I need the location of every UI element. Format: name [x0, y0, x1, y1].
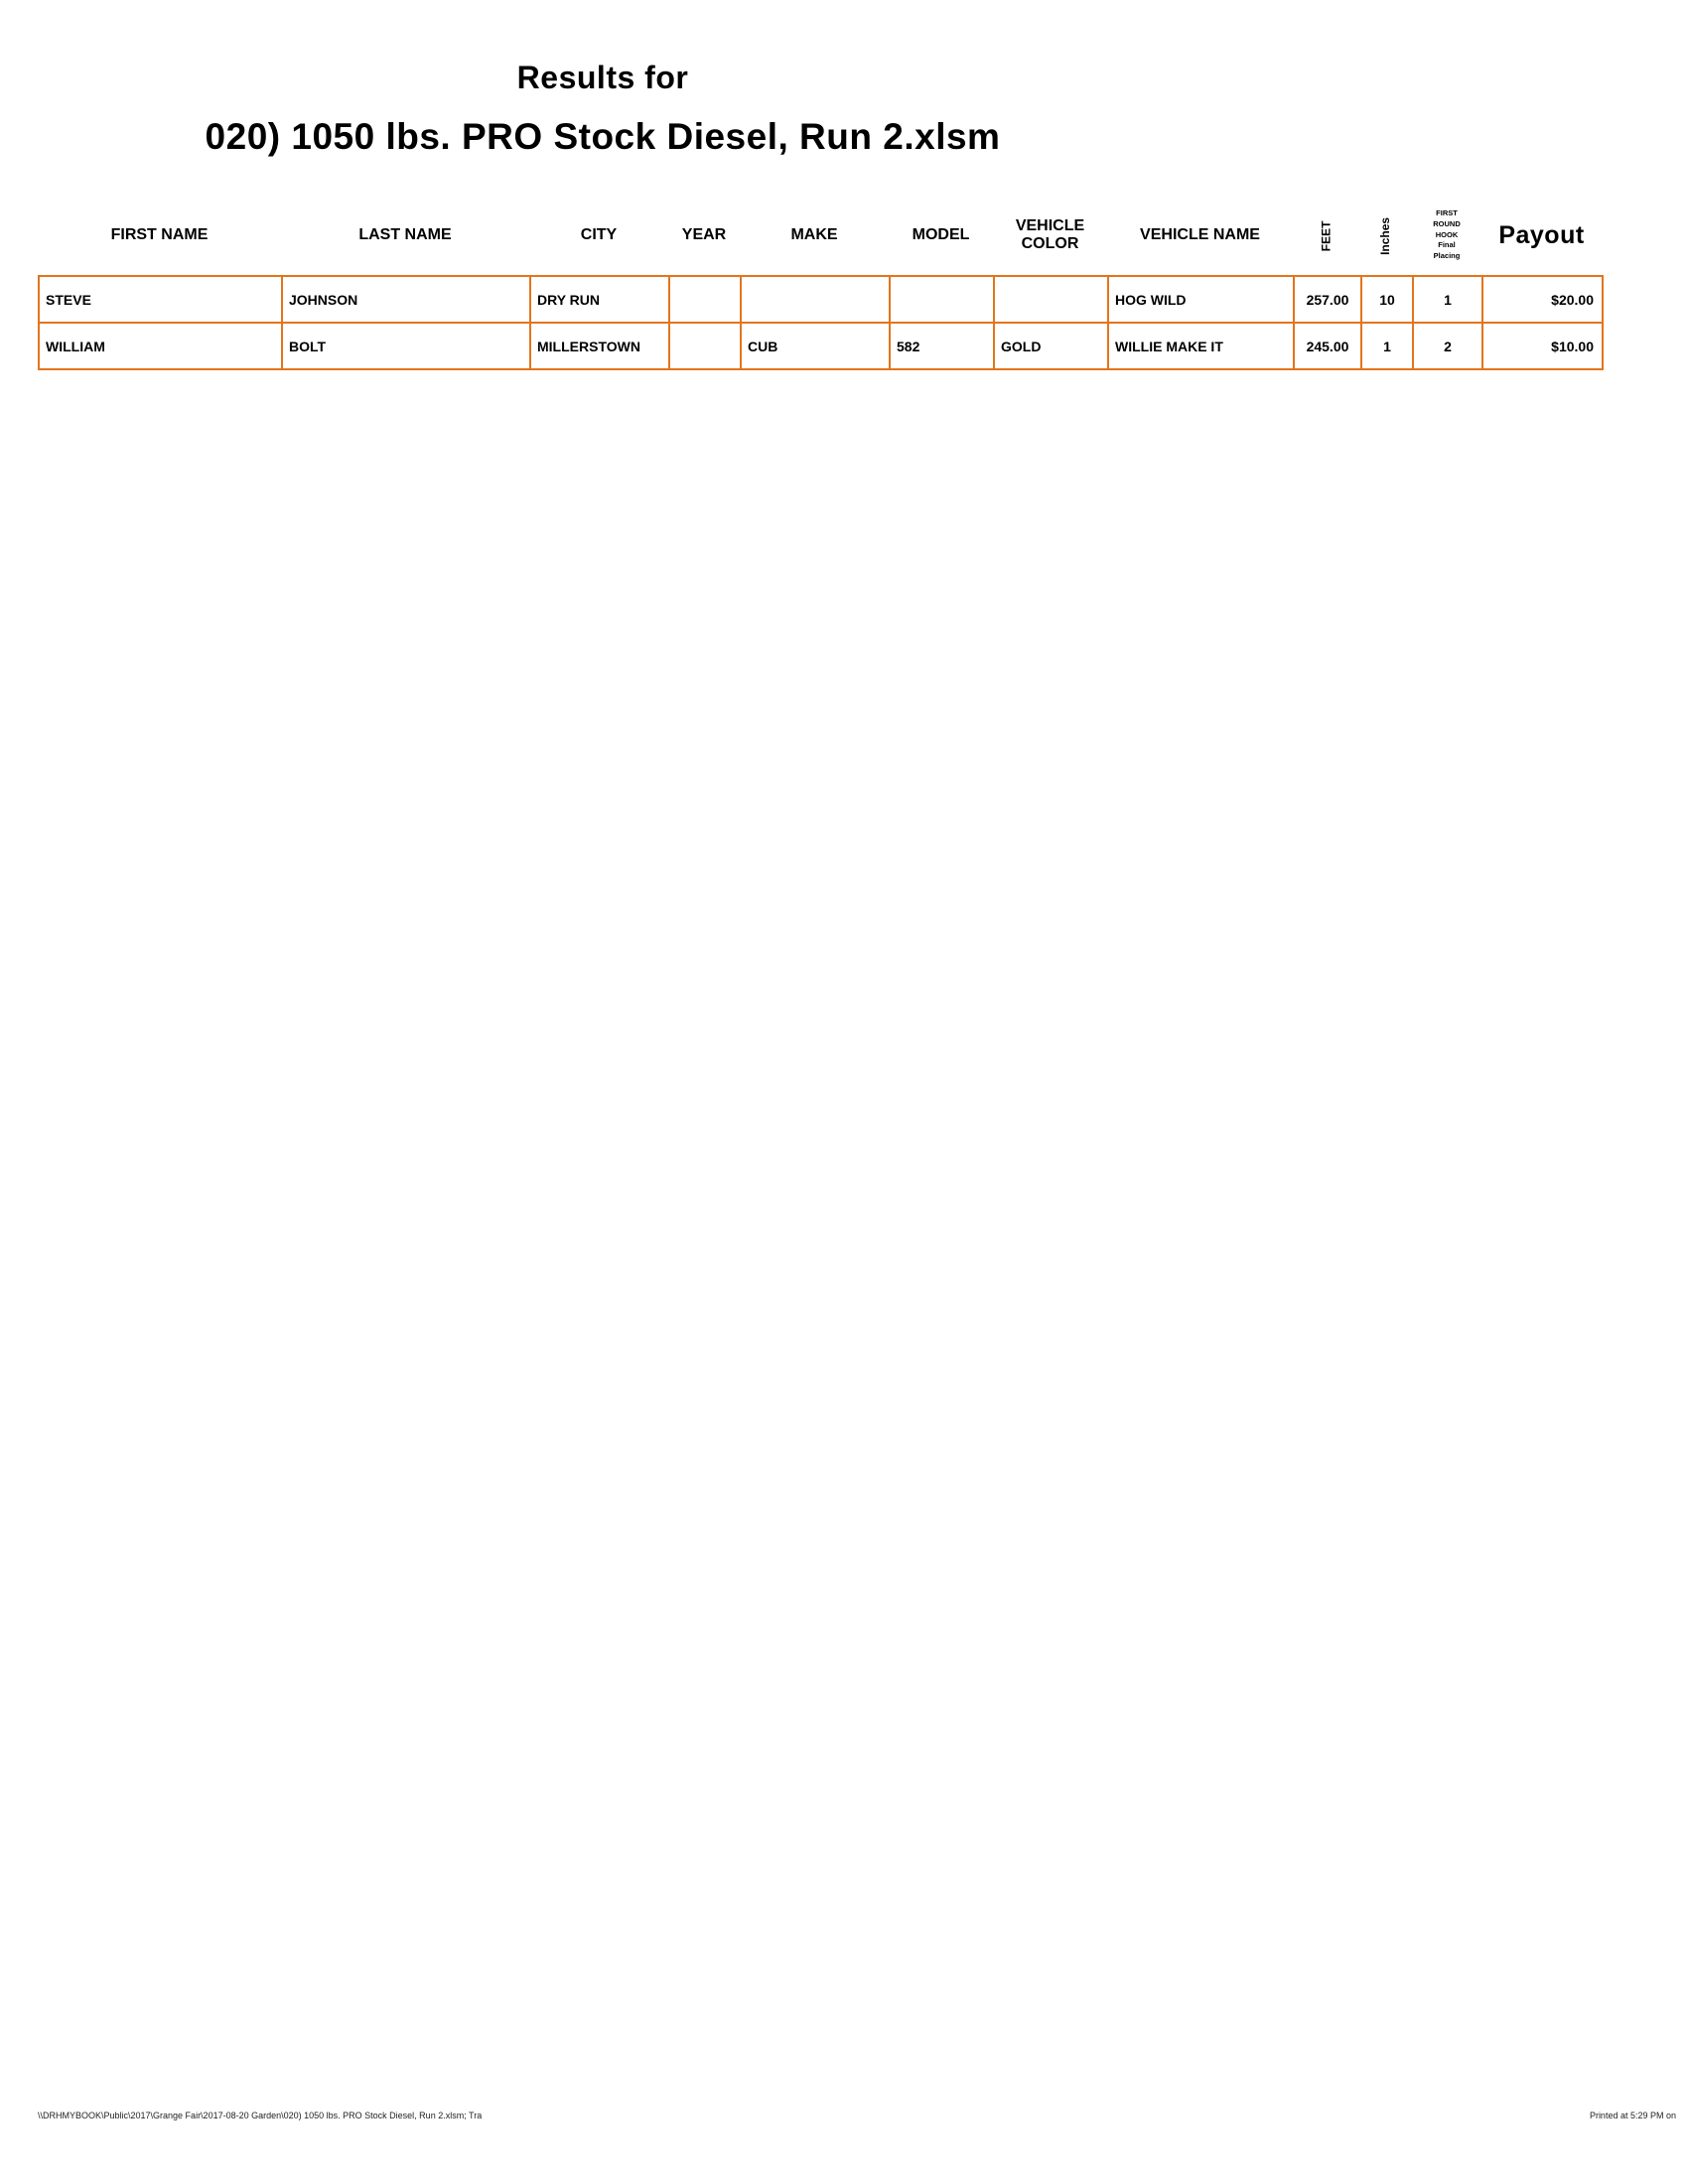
- title-class-filename: 020) 1050 lbs. PRO Stock Diesel, Run 2.xlsm: [205, 116, 1001, 157]
- header-inches-rotated-label: Inches: [1378, 216, 1393, 255]
- cell-payout: $10.00: [1482, 323, 1603, 369]
- header-feet-rotated-label: FEET: [1319, 220, 1334, 252]
- footer-printed-at: Printed at 5:29 PM on: [1589, 2111, 1676, 2120]
- table-header-row: [38, 197, 1602, 274]
- table-row: [39, 323, 1603, 369]
- cell-vehicle-name: WILLIE MAKE IT: [1108, 323, 1294, 369]
- hook-header-line: Final: [1438, 240, 1456, 250]
- cell-hook-placing: 1: [1413, 276, 1482, 323]
- hook-header-line: HOOK: [1435, 229, 1459, 239]
- header-vehicle-color: VEHICLE COLOR: [1015, 216, 1085, 252]
- cell-first-name: STEVE: [39, 276, 282, 323]
- cell-make: [741, 276, 890, 323]
- cell-make: CUB: [741, 323, 890, 369]
- footer-file-path: \\DRHMYBOOK\Public\2017\Grange Fair\2017-08-20 Garden\020) 1050 lbs. PRO Stock Diesel, Run 2.xlsm; Tra: [38, 2111, 483, 2120]
- header-city: CITY: [580, 225, 618, 243]
- header-feet: [1293, 220, 1360, 252]
- cell-city: MILLERSTOWN: [530, 323, 669, 369]
- header-payout: Payout: [1498, 220, 1585, 249]
- report-title: [0, 60, 1205, 158]
- header-first-round-hook: [1412, 208, 1481, 262]
- cell-feet: 245.00: [1294, 323, 1361, 369]
- header-make: MAKE: [790, 225, 838, 243]
- cell-last-name: BOLT: [282, 323, 530, 369]
- cell-year: [669, 276, 741, 323]
- hook-header-line: Placing: [1433, 251, 1461, 261]
- cell-vehicle-color: [994, 276, 1108, 323]
- cell-model: [890, 276, 994, 323]
- header-first-name: FIRST NAME: [110, 225, 209, 243]
- cell-city: DRY RUN: [530, 276, 669, 323]
- cell-year: [669, 323, 741, 369]
- cell-inches: 1: [1361, 323, 1413, 369]
- header-year: YEAR: [681, 225, 727, 243]
- table-row: [39, 276, 1603, 323]
- cell-inches: 10: [1361, 276, 1413, 323]
- header-model: MODEL: [912, 225, 970, 243]
- cell-last-name: JOHNSON: [282, 276, 530, 323]
- cell-model: 582: [890, 323, 994, 369]
- cell-vehicle-name: HOG WILD: [1108, 276, 1294, 323]
- cell-feet: 257.00: [1294, 276, 1361, 323]
- header-inches: [1360, 216, 1412, 255]
- cell-vehicle-color: GOLD: [994, 323, 1108, 369]
- title-results-for: Results for: [516, 60, 689, 95]
- cell-first-name: WILLIAM: [39, 323, 282, 369]
- header-vehicle-name: VEHICLE NAME: [1140, 225, 1260, 243]
- cell-hook-placing: 2: [1413, 323, 1482, 369]
- results-table: [38, 275, 1604, 370]
- hook-header-line: ROUND: [1433, 218, 1461, 228]
- hook-header-line: FIRST: [1436, 207, 1458, 217]
- header-last-name: LAST NAME: [358, 225, 452, 243]
- cell-payout: $20.00: [1482, 276, 1603, 323]
